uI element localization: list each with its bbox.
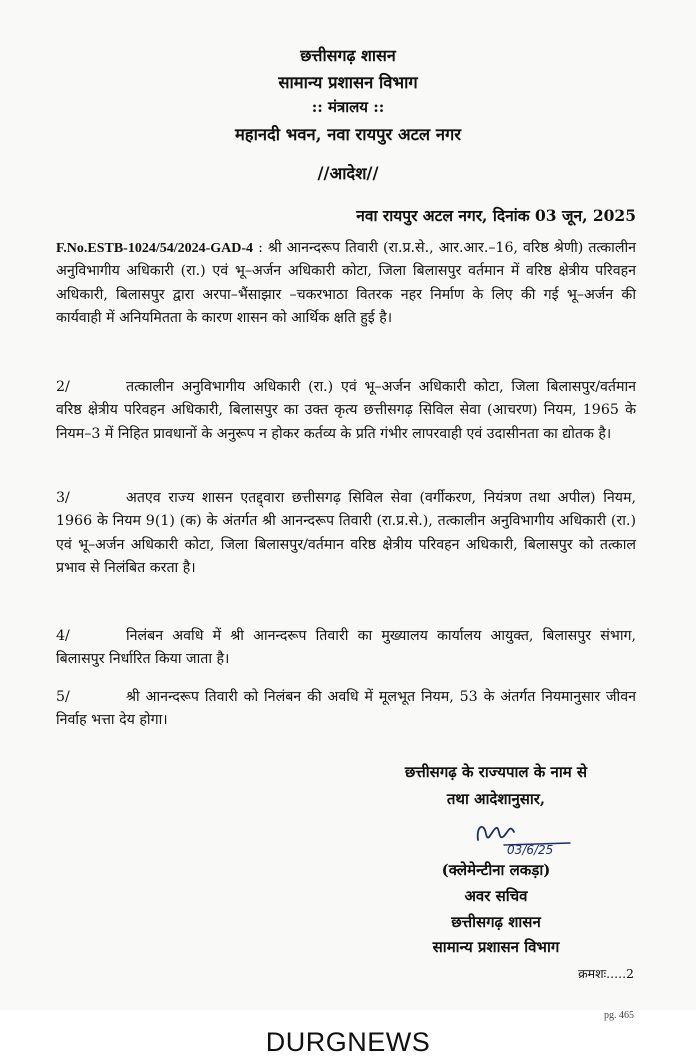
paragraph-4 (56, 625, 636, 672)
signatory-designation: अवर सचिव (464, 887, 528, 905)
authority-line-1: छत्तीसगढ़ के राज्यपाल के नाम से (404, 763, 588, 781)
signatory-department: सामान्य प्रशासन विभाग (432, 938, 560, 956)
header-address: महानदी भवन, नवा रायपुर अटल नगर (234, 125, 462, 144)
paragraph-1-text: : श्री आनन्दरूप तिवारी (रा.प्र.से., आर.आर.–16, वरिष्ठ श्रेणी) तत्कालीन अनुविभागीय अधिकारी (रा.) एवं भू–अर्जन अधिकारी कोटा, जिला बिलासपुर वर्तमान में वरिष्ठ क्षेत्रीय परिवहन अधिकारी, बिलासपुर द्वारा अरपा–भैंसाझार –चकरभाठा वितरक नहर निर्माण के लिए की गई भू–अर्जन की कार्यवाही में अनियमितता के कारण शासन को आर्थिक क्षति हुई है। (56, 240, 636, 326)
signatory-name: (क्लेमेन्टीना लकड़ा) (441, 861, 551, 879)
header-government: छत्तीसगढ़ शासन (300, 46, 396, 65)
signatory-office: छत्तीसगढ़ शासन (451, 913, 541, 931)
source-watermark: DURGNEWS (265, 1027, 431, 1057)
header-ministry: :: मंत्रालय :: (311, 98, 385, 116)
order-dateline: नवा रायपुर अटल नगर, दिनांक 03 जून, 2025 (356, 206, 636, 225)
order-title: //आदेश// (317, 164, 379, 183)
paragraph-1 (56, 237, 636, 330)
paragraph-3-number: 3/ (56, 490, 70, 506)
file-number: F.No.ESTB-1024/54/2024-GAD-4 (56, 241, 254, 256)
paragraph-3-text: अतएव राज्य शासन एतद्द्वारा छत्तीसगढ़ सिविल सेवा (वर्गीकरण, नियंत्रण तथा अपील) नियम, 1966 के नियम 9(1) (क) के अंतर्गत श्री आनन्दरूप तिवारी (रा.प्र.से.), तत्कालीन अनुविभागीय अधिकारी (रा.) एवं भू–अर्जन अधिकारी कोटा, जिला बिलासपुर/वर्तमान वरिष्ठ क्षेत्रीय परिवहन अधिकारी, बिलासपुर को तत्काल प्रभाव से निलंबित करता है। (56, 490, 636, 576)
paragraph-5-number: 5/ (56, 689, 70, 705)
paragraph-2-text: तत्कालीन अनुविभागीय अधिकारी (रा.) एवं भू–अर्जन अधिकारी कोटा, जिला बिलासपुर/वर्तमान वरिष्ठ क्षेत्रीय परिवहन अधिकारी, बिलासपुर का उक्त कृत्य छत्तीसगढ़ सिविल सेवा (आचरण) नियम, 1965 के नियम–3 में निहित प्रावधानों के अनुरूप न होकर कर्तव्य के प्रति गंभीर लापरवाही एवं उदासीनता का द्योतक है। (56, 379, 636, 442)
continuation-note: क्रमशः.....2 (578, 966, 634, 981)
paragraph-4-number: 4/ (56, 628, 70, 644)
paragraph-2 (56, 376, 636, 446)
signature-date: 03/6/25 (507, 843, 554, 857)
paragraph-3 (56, 487, 636, 580)
paragraph-4-text: निलंबन अवधि में श्री आनन्दरूप तिवारी का मुख्यालय कार्यालय आयुक्त, बिलासपुर संभाग, बिलासपुर निर्धारित किया जाता है। (56, 628, 636, 668)
page-number: pg. 465 (604, 1010, 634, 1021)
paragraph-5 (56, 686, 636, 733)
authority-line-2: तथा आदेशानुसार, (446, 790, 546, 808)
paragraph-5-text: श्री आनन्दरूप तिवारी को निलंबन की अवधि में मूलभूत नियम, 53 के अंतर्गत नियमानुसार जीवन निर्वाह भत्ता देय होगा। (56, 689, 636, 729)
paragraph-2-number: 2/ (56, 379, 70, 395)
header-department: सामान्य प्रशासन विभाग (278, 73, 418, 92)
